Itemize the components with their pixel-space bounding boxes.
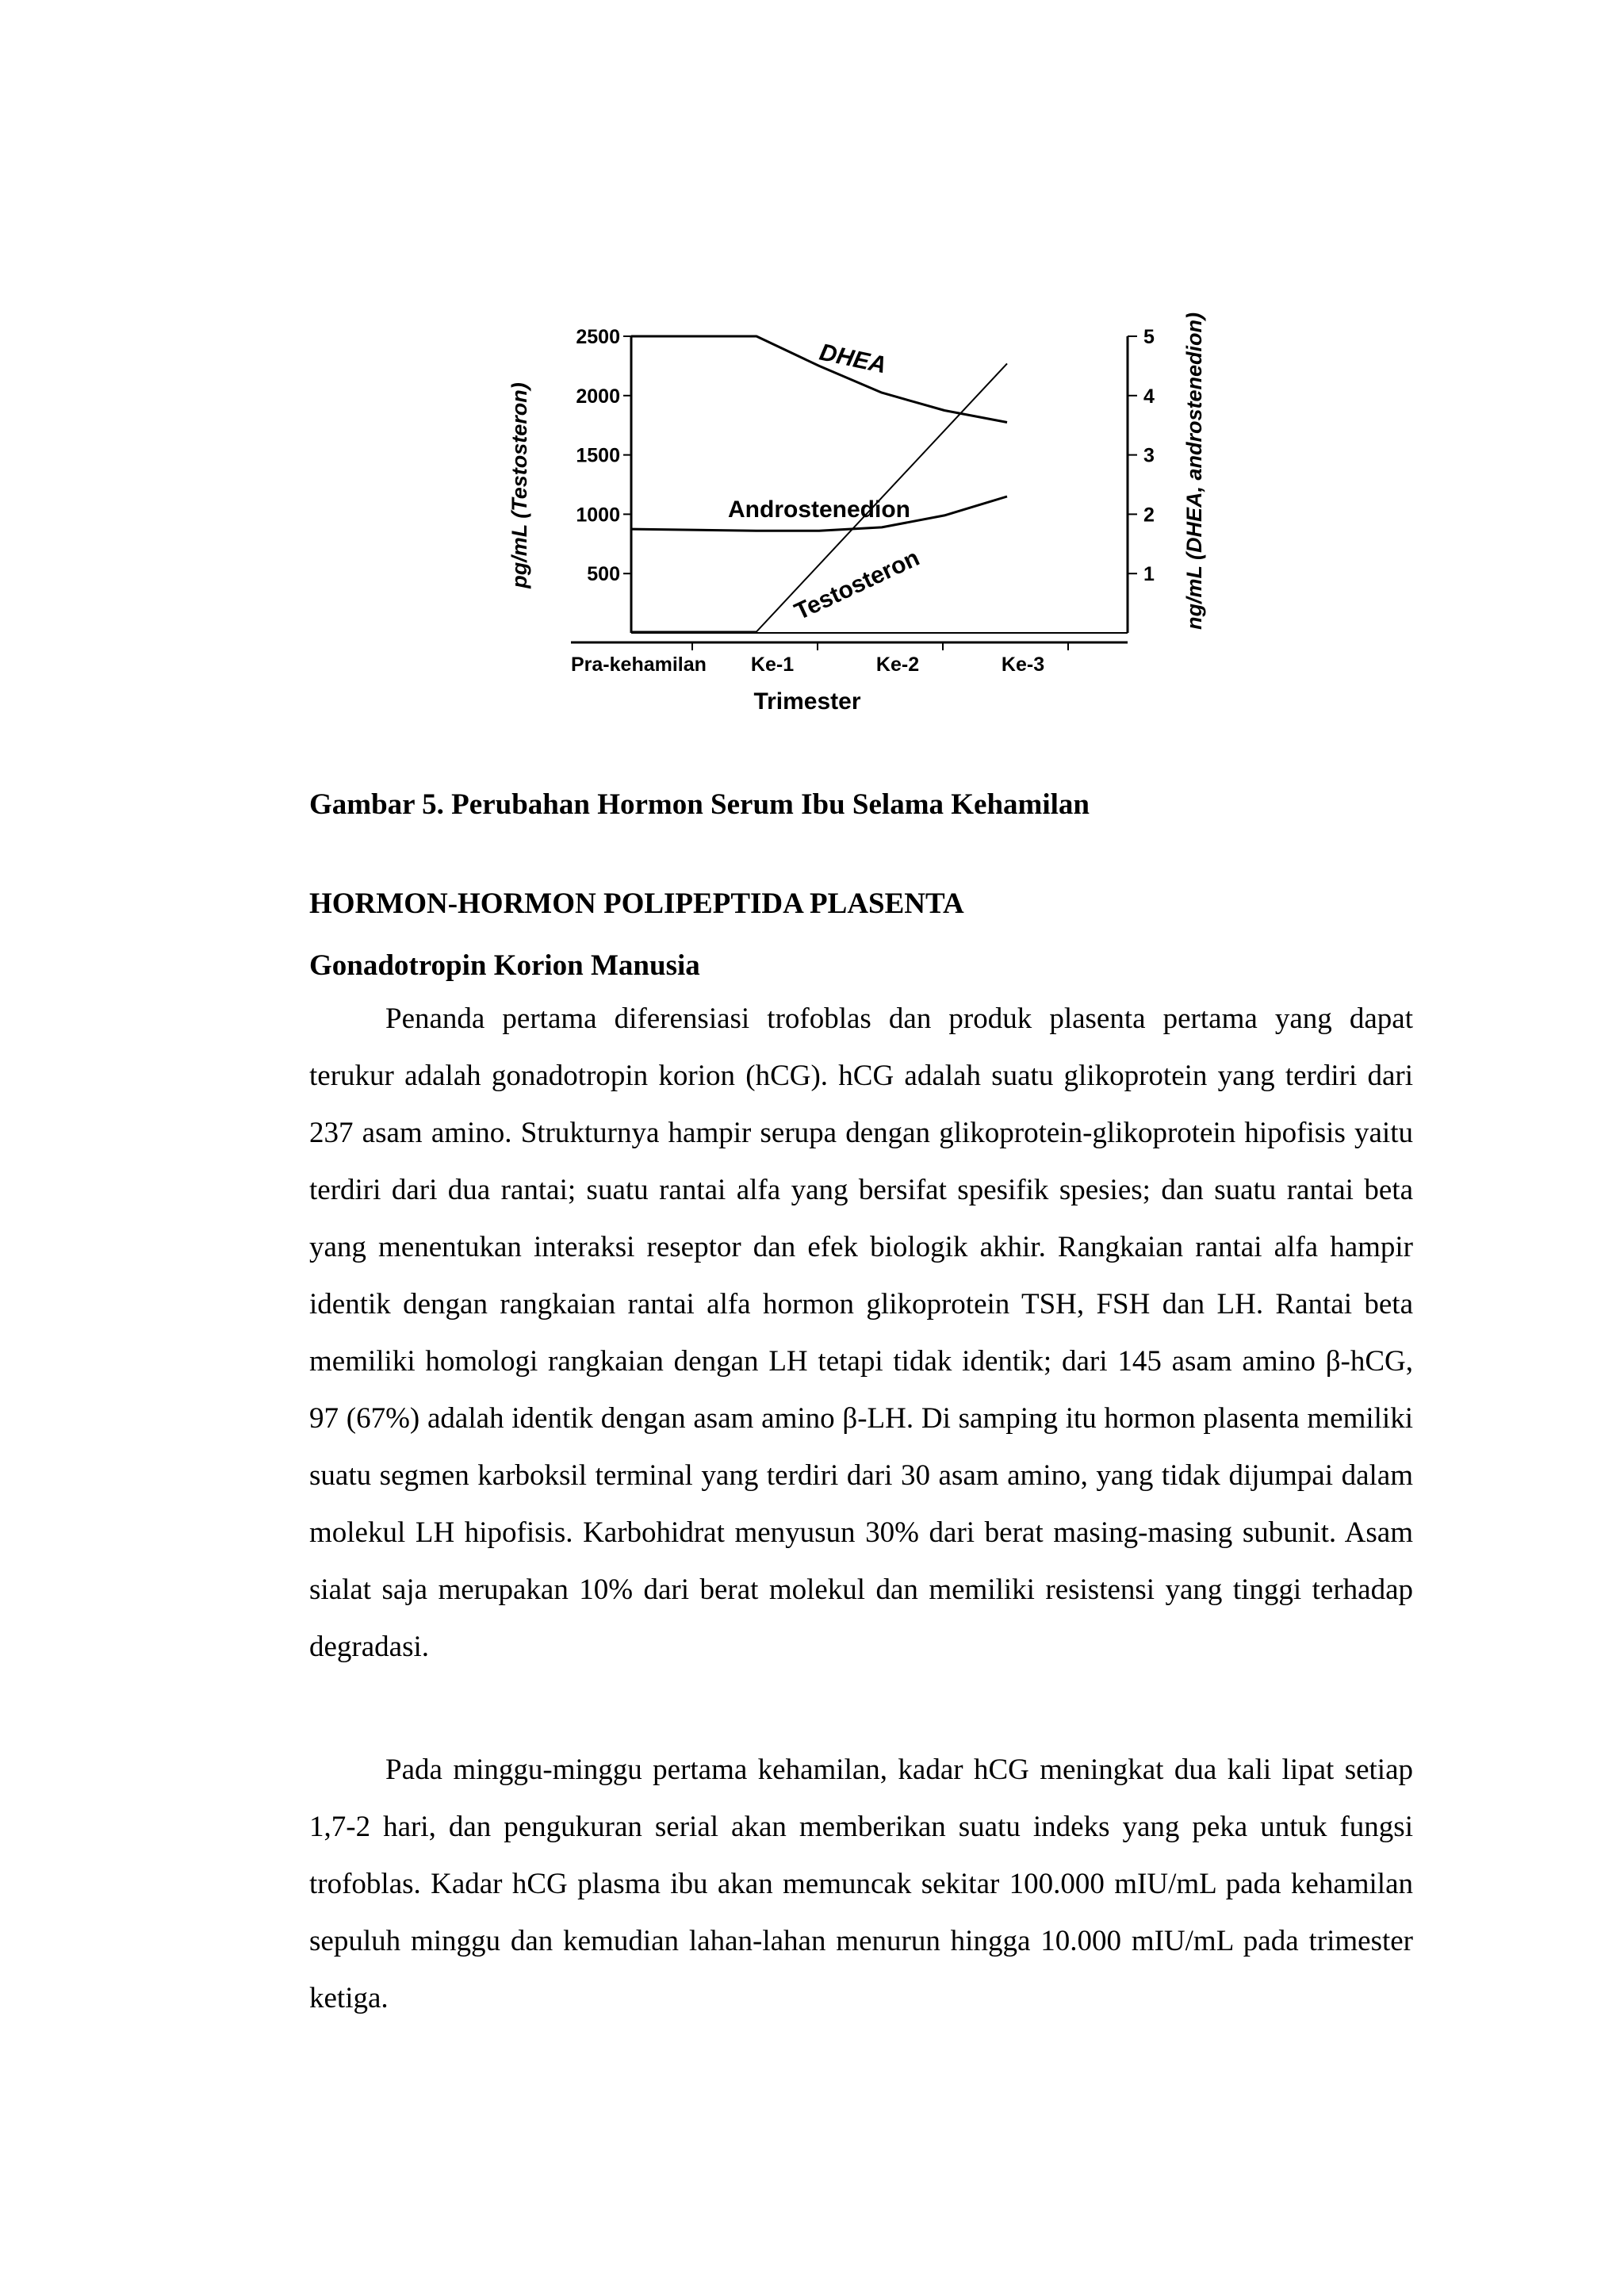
series-label-testosteron: Testosteron [791,544,924,626]
x-axis-ticks [571,642,1068,676]
right-tick-label: 3 [1143,444,1155,467]
x-axis-title: Trimester [753,688,861,715]
body-paragraph: Pada minggu-minggu pertama kehamilan, kadar hCG meningkat dua kali lipat setiap 1,7-2 hari, dan pengukuran serial akan memberikan suatu indeks yang peka untuk fungsi trofoblas. Kadar hCG plasma ibu akan memuncak sekitar 100.000 mIU/mL pada kehamilan sepuluh minggu dan kemudian lahan-lahan menurun hingga 10.000 mIU/mL pada trimester ketiga. [309,1754,1413,2014]
series-line-dhea [631,336,1007,423]
y-right-title: ng/mL (DHEA, androstenedion) [1182,312,1206,631]
left-tick-label: 500 [587,563,620,586]
x-tick-label: Ke-1 [750,654,795,676]
left-tick-label: 2500 [576,326,620,348]
left-tick-label: 2000 [576,385,620,408]
x-tick-label: Pra-kehamilan [571,654,707,676]
left-axis-ticks [576,326,631,585]
left-tick-label: 1500 [576,444,620,467]
x-tick-label: Ke-3 [1001,654,1045,676]
hormone-chart [476,262,1229,738]
right-tick-label: 1 [1143,563,1155,586]
figure-caption: Gambar 5. Perubahan Hormon Serum Ibu Selama Kehamilan [309,788,1090,821]
left-tick-label: 1000 [576,504,620,527]
right-axis-ticks [1128,326,1155,585]
right-tick-label: 2 [1143,504,1155,527]
right-tick-label: 5 [1143,326,1155,348]
body-paragraph: Penanda pertama diferensiasi trofoblas dan produk plasenta pertama yang dapat terukur adalah gonadotropin korion (hCG). hCG adalah suatu glikoprotein yang terdiri dari 237 asam amino. Strukturnya hampir serupa dengan glikoprotein-glikoprotein hipofisis yaitu terdiri dari dua rantai; suatu rantai alfa yang bersifat spesifik spesies; dan suatu rantai beta yang menentukan interaksi reseptor dan efek biologik akhir. Rangkaian rantai alfa hampir identik dengan rangkaian rantai alfa hormon glikoprotein TSH, FSH dan LH. Rantai beta memiliki homologi rangkaian dengan LH tetapi tidak identik; dari 145 asam amino β-hCG, 97 (67%) adalah identik dengan asam amino β-LH. Di samping itu hormon plasenta memiliki suatu segmen karboksil terminal yang terdiri dari 30 asam amino, yang tidak dijumpai dalam molekul LH hipofisis. Karbohidrat menyusun 30% dari berat masing-masing subunit. Asam sialat saja merupakan 10% dari berat molekul dan memiliki resistensi yang tinggi terhadap degradasi. [309,1002,1413,1663]
series-label-androstenedion: Androstenedion [728,496,910,523]
sub-heading: Gonadotropin Korion Manusia [309,949,700,982]
y-left-title: pg/mL (Testosteron) [508,382,531,588]
right-tick-label: 4 [1143,385,1155,408]
section-heading: HORMON-HORMON POLIPEPTIDA PLASENTA [309,887,964,920]
hormone-chart-svg [476,262,1229,738]
x-tick-label: Ke-2 [875,654,920,676]
series-label-dhea: DHEA [817,339,889,379]
